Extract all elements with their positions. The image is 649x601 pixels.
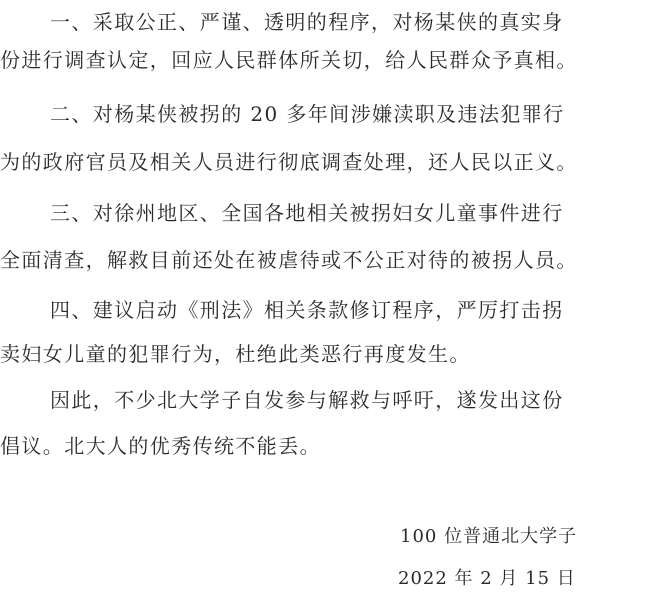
- paragraph-5-line-2: 倡议。北大人的优秀传统不能丢。: [0, 434, 321, 458]
- paragraph-5-line-1: 因此，不少北大学子自发参与解救与呼吁，遂发出这份: [50, 388, 564, 412]
- date: 2022 年 2 月 15 日: [398, 568, 576, 589]
- paragraph-4-line-1: 四、建议启动《刑法》相关条款修订程序，严厉打击拐: [50, 298, 564, 322]
- signature: 100 位普通北大学子: [400, 526, 578, 547]
- paragraph-3-line-1: 三、对徐州地区、全国各地相关被拐妇女儿童事件进行: [50, 201, 564, 225]
- paragraph-1-line-2: 份进行调查认定，回应人民群体所关切，给人民群众予真相。: [0, 48, 578, 72]
- paragraph-2-line-1: 二、对杨某侠被拐的 20 多年间涉嫌渎职及违法犯罪行: [50, 102, 565, 126]
- paragraph-2-line-2: 为的政府官员及相关人员进行彻底调查处理，还人民以正义。: [0, 150, 578, 174]
- paragraph-1-line-1: 一、采取公正、严谨、透明的程序，对杨某侠的真实身: [50, 10, 564, 34]
- paragraph-3-line-2: 全面清查，解救目前还处在被虐待或不公正对待的被拐人员。: [0, 248, 578, 272]
- paragraph-4-line-2: 卖妇女儿童的犯罪行为，杜绝此类恶行再度发生。: [0, 342, 471, 366]
